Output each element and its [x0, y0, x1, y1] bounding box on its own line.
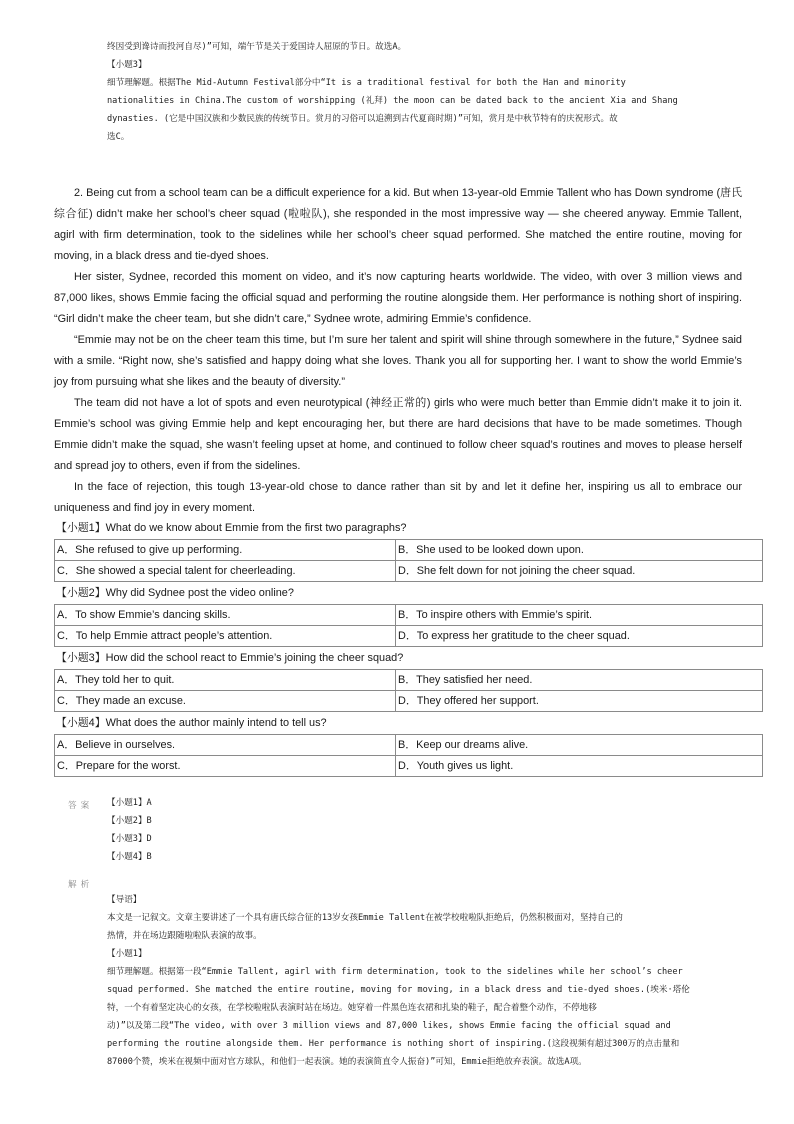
previous-explanation [107, 38, 727, 146]
analysis-line: 热情，并在场边跟随啦啦队表演的故事。 [107, 931, 262, 941]
explanation-line: dynasties. (它是中国汉族和少数民族的传统节日。赏月的习俗可以追溯到古代夏商时期)”可知，赏月是中秋节特有的庆祝形式。故 [107, 114, 618, 124]
passage-paragraph: Her sister, Sydnee, recorded this moment on video, and it’s now capturing hearts worldwide. The video, with over 3 million views and 87,000 likes, shows Emmie facing the official squad and performing the routine alongside them. Her performance is nothing short of inspiring. “Girl didn’t make the cheer team, but she didn’t care,” Sydnee wrote, admiring Emmie’s confidence. [54, 271, 742, 325]
option-d[interactable]: D．They offered her support. [396, 691, 763, 712]
analysis-line: 特，一个有着坚定决心的女孩，在学校啦啦队表演时站在场边。她穿着一件黑色连衣裙和扎染的鞋子，配合着整个动作，不停地移 [107, 1003, 597, 1013]
analysis-line: 【小题1】 [107, 949, 147, 959]
options-table [54, 669, 763, 712]
option-a[interactable]: A．They told her to quit. [55, 670, 396, 691]
options-table [54, 604, 763, 647]
options-table [54, 734, 763, 777]
answer-item: 【小题1】A [107, 798, 152, 808]
analysis-line: 动)”以及第二段“The video, with over 3 million views and 87,000 likes, shows Emmie facing the official squad and [107, 1021, 671, 1031]
option-a[interactable]: A．To show Emmie’s dancing skills. [55, 605, 396, 626]
question-stem: 【小题4】What does the author mainly intend to tell us? [56, 717, 327, 729]
analysis-line: squad performed. She matched the entire routine, moving for moving, in a black dress and tie-dyed shoes.(埃米·塔伦 [107, 985, 690, 995]
option-a[interactable]: A．She refused to give up performing. [55, 540, 396, 561]
analysis-line: 细节理解题。根据第一段“Emmie Tallent, agirl with firm determination, took to the sidelines while her school’s cheer [107, 967, 683, 977]
explanation-line: nationalities in China.The custom of worshipping (礼拜) the moon can be dated back to the ancient Xia and Shang [107, 96, 678, 106]
reading-passage [54, 183, 742, 519]
option-d[interactable]: D．She felt down for not joining the cheer squad. [396, 561, 763, 582]
passage-paragraph: In the face of rejection, this tough 13-year-old chose to dance rather than sit by and let it define her, inspiring us all to embrace our uniqueness and find joy in every moment. [54, 481, 742, 514]
option-b[interactable]: B．They satisfied her need. [396, 670, 763, 691]
option-c[interactable]: C．To help Emmie attract people’s attention. [55, 626, 396, 647]
explanation-line: 选C。 [107, 132, 130, 142]
option-b[interactable]: B．To inspire others with Emmie’s spirit. [396, 605, 763, 626]
option-d[interactable]: D．Youth gives us light. [396, 756, 763, 777]
explanation-line: 终因受到谗诗而投河自尽)”可知，端午节是关于爱国诗人屈原的节日。故选A。 [107, 42, 407, 52]
answer-item: 【小题4】B [107, 852, 152, 862]
answer-item: 【小题2】B [107, 816, 152, 826]
options-table [54, 539, 763, 582]
analysis-line: 本文是一记叙文。文章主要讲述了一个具有唐氏综合征的13岁女孩Emmie Tallent在被学校啦啦队拒绝后，仍然积极面对，坚持自己的 [107, 913, 623, 923]
explanation-line: 【小题3】 [107, 60, 147, 70]
passage-paragraph: The team did not have a lot of spots and even neurotypical (神经正常的) girls who were much better than Emmie didn’t make it to join it. Emmie’s school was giving Emmie help and kept encouraging her, but there are hard decisions that have to be made sometimes. Though Emmie didn’t make the squad, she wasn’t feeling upset at home, and continued to follow cheer squad’s routines and moves to please herself and spread joy to others, even if from the sidelines. [54, 397, 742, 472]
option-c[interactable]: C．They made an excuse. [55, 691, 396, 712]
answer-label: 答案 [68, 801, 94, 811]
analysis-line: performing the routine alongside them. Her performance is nothing short of inspiring.(这段视频有超过300万的点击量和 [107, 1039, 680, 1049]
analysis-block [107, 891, 727, 1071]
analysis-label: 解析 [68, 880, 94, 890]
option-d[interactable]: D．To express her gratitude to the cheer squad. [396, 626, 763, 647]
answer-item: 【小题3】D [107, 834, 152, 844]
analysis-line: 【导语】 [107, 895, 142, 905]
option-a[interactable]: A．Believe in ourselves. [55, 735, 396, 756]
option-c[interactable]: C．Prepare for the worst. [55, 756, 396, 777]
explanation-line: 细节理解题。根据The Mid-Autumn Festival部分中“It is a traditional festival for both the Han and minority [107, 78, 626, 88]
option-b[interactable]: B．Keep our dreams alive. [396, 735, 763, 756]
question-stem: 【小题2】Why did Sydnee post the video online? [56, 587, 294, 599]
question-stem: 【小题3】How did the school react to Emmie’s joining the cheer squad? [56, 652, 404, 664]
passage-paragraph: 2. Being cut from a school team can be a difficult experience for a kid. But when 13-year-old Emmie Tallent who has Down syndrome (唐氏综合征) didn’t make her school’s cheer squad (啦啦队), she responded in the most impressive way — she cheered anyway. Emmie Tallent, agirl with firm determination, took to the sidelines while her school’s cheer squad performed. She matched the entire routine, moving for moving, in a black dress and tie-dyed shoes. [54, 187, 742, 262]
option-c[interactable]: C．She showed a special talent for cheerleading. [55, 561, 396, 582]
option-b[interactable]: B．She used to be looked down upon. [396, 540, 763, 561]
analysis-line: 87000个赞，埃米在视频中面对官方球队，和他们一起表演。她的表演简直令人振奋)”可知，Emmie拒绝放弃表演。故选A项。 [107, 1057, 587, 1067]
answer-list [107, 794, 152, 866]
passage-paragraph: “Emmie may not be on the cheer team this time, but I’m sure her talent and spirit will shine through somewhere in the future,” Sydnee said with a smile. “Right now, she’s satisfied and happy doing what she loves. Thank you all for supporting her. I want to show the world Emmie’s joy from pursuing what she likes and the beauty of diversity.” [54, 334, 742, 388]
question-stem: 【小题1】What do we know about Emmie from the first two paragraphs? [56, 522, 407, 534]
question-list [54, 517, 763, 777]
